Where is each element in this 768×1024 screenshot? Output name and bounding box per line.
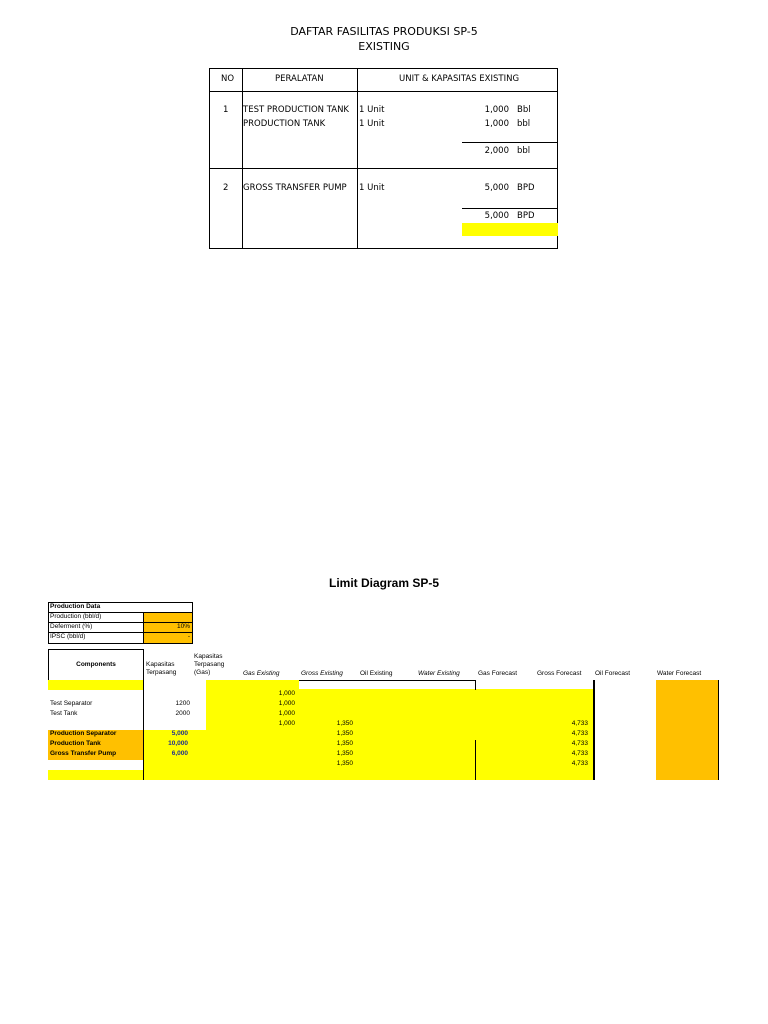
- row-component: Test Separator: [50, 700, 93, 707]
- header-unit-capacity: UNIT & KAPASITAS EXISTING: [399, 74, 520, 84]
- gross-existing-value: 1,350: [336, 720, 353, 727]
- group1-total: 2,000: [484, 146, 509, 156]
- water-forecast-header: Water Forecast: [657, 670, 702, 677]
- group2-item1-name: GROSS TRANSFER PUMP: [243, 183, 347, 193]
- gas-value: 1,000: [278, 700, 295, 707]
- production-label: Production (bbl/d): [50, 613, 102, 620]
- group1-item1-uom: Bbl: [517, 105, 531, 115]
- header-no: NO: [221, 74, 235, 84]
- gross-forecast-value: 4,733: [571, 730, 588, 737]
- water-existing-header: Water Existing: [418, 670, 460, 677]
- deferment-label: Deferment (%): [50, 623, 93, 630]
- kapgas-header-2: Terpasang: [194, 661, 225, 668]
- highlight-kapasitas: 6,000: [171, 750, 188, 757]
- gross-existing-value: 1,350: [336, 740, 353, 747]
- kap-header-1: Kapasitas: [146, 661, 175, 668]
- kap-header-2: Terpasang: [146, 669, 177, 676]
- row-kapasitas: 2000: [175, 710, 190, 717]
- gross-forecast-header: Gross Forecast: [537, 670, 582, 677]
- facilities-table: [209, 68, 558, 249]
- row-kapasitas: 1200: [175, 700, 190, 707]
- highlight-cell: [462, 223, 558, 236]
- highlight-kapasitas: 5,000: [171, 730, 188, 737]
- gross-forecast-value: 4,733: [571, 720, 588, 727]
- ipsc-label: IPSC (bbl/d): [50, 633, 86, 640]
- group2-no: 2: [223, 183, 229, 193]
- group1-total-uom: bbl: [517, 146, 531, 156]
- group1-item2-capacity: 1,000: [484, 119, 509, 129]
- group1-item2-uom: bbl: [517, 119, 531, 129]
- gross-forecast-value: 4,733: [571, 750, 588, 757]
- production-data-title: Production Data: [50, 603, 101, 610]
- oil-existing-header: Oil Existing: [360, 670, 393, 677]
- group1-item1-name: TEST PRODUCTION TANK: [243, 105, 350, 115]
- gross-forecast-value: 4,733: [571, 760, 588, 767]
- gross-existing-value: 1,350: [336, 750, 353, 757]
- highlight-component: Production Separator: [50, 730, 117, 737]
- group2-item1-unit: 1 Unit: [359, 183, 385, 193]
- gross-existing-header: Gross Existing: [301, 670, 343, 677]
- group2-item1-capacity: 5,000: [484, 183, 509, 193]
- gas-value: 1,000: [278, 710, 295, 717]
- group2-item1-uom: BPD: [517, 183, 535, 193]
- facilities-subtitle: EXISTING: [358, 40, 410, 53]
- group2-total: 5,000: [484, 211, 509, 221]
- kapgas-header-3: (Gas): [194, 669, 211, 676]
- row-component: Test Tank: [50, 710, 78, 717]
- oil-forecast-header: Oil Forecast: [595, 670, 631, 677]
- group1-item2-unit: 1 Unit: [359, 119, 385, 129]
- header-equipment: PERALATAN: [275, 74, 324, 84]
- kapgas-header-1: Kapasitas: [194, 653, 223, 660]
- highlight-component: Production Tank: [50, 740, 101, 747]
- group1-item1-unit: 1 Unit: [359, 105, 385, 115]
- gross-forecast-value: 4,733: [571, 740, 588, 747]
- gas-existing-header: Gas Existing: [243, 670, 280, 677]
- group1-no: 1: [223, 105, 229, 115]
- gas-value: 1,000: [278, 720, 295, 727]
- gross-existing-value: 1,350: [336, 760, 353, 767]
- gas-forecast-header: Gas Forecast: [478, 670, 518, 677]
- components-header: Components: [76, 661, 116, 668]
- group1-item1-capacity: 1,000: [484, 105, 509, 115]
- limit-diagram-title: Limit Diagram SP-5: [328, 576, 440, 590]
- deferment-value: 10%: [176, 623, 190, 630]
- facilities-title: DAFTAR FASILITAS PRODUKSI SP-5: [290, 25, 478, 38]
- ipsc-value: -: [187, 633, 190, 640]
- gas-value: 1,000: [278, 690, 295, 697]
- gross-existing-value: 1,350: [336, 730, 353, 737]
- group2-total-uom: BPD: [517, 211, 535, 221]
- group1-item2-name: PRODUCTION TANK: [243, 119, 326, 129]
- highlight-component: Gross Transfer Pump: [50, 750, 117, 757]
- highlight-kapasitas: 10,000: [168, 740, 188, 747]
